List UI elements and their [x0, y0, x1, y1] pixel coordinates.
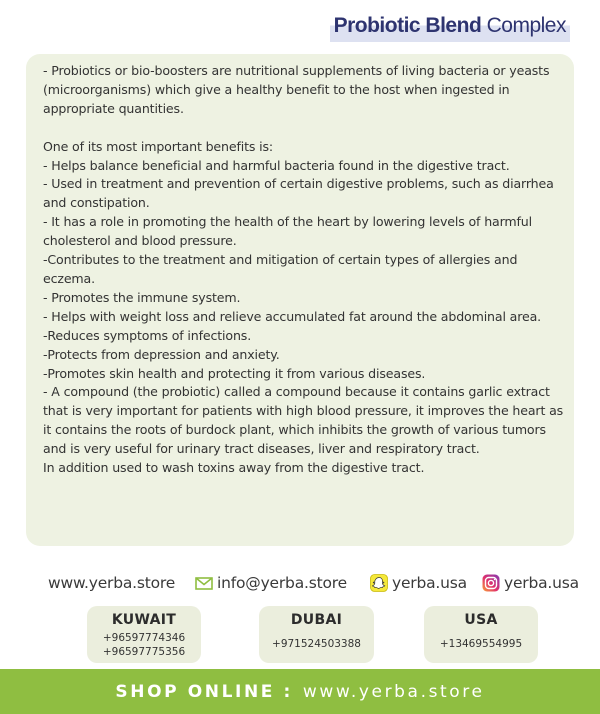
office-phone[interactable]: +971524503388	[272, 638, 361, 650]
title-light: Complex	[486, 14, 566, 37]
title-wrap	[330, 12, 570, 42]
shop-online-banner[interactable]	[0, 669, 600, 714]
description-panel	[26, 54, 574, 546]
office-phone[interactable]: +96597775356	[102, 646, 186, 658]
shop-online-url[interactable]: www.yerba.store	[302, 681, 485, 702]
snapchat-contact[interactable]	[370, 574, 482, 592]
office-dubai	[259, 606, 374, 663]
instagram-icon	[482, 574, 500, 592]
snapchat-handle[interactable]: yerba.usa	[392, 574, 467, 592]
offices-row	[0, 606, 600, 664]
description-text: - Probiotics or bio-boosters are nutritional supplements of living bacteria or yeasts (microorganisms) which give a healthy benefit to the host when ingested in appropriate quantities. One of its most important benefits is: - Helps balance beneficial and harmful bacteria found in the digestive tract. - Used in treatment and prevention of certain digestive problems, such as diarrhea and constipation. - It has a role in promoting the health of the heart by lowering levels of harmful cholesterol and blood pressure. -Contributes to the treatment and mitigation of certain types of allergies and eczema. - Promotes the immune system. - Helps with weight loss and relieve accumulated fat around the abdominal area. -Reduces symptoms of infections. -Protects from depression and anxiety. -Promotes skin health and protecting it from various diseases. - A compound (the probiotic) called a compound because it contains garlic extract that is very important for patients with high blood pressure, it improves the heart as it contains the roots of burdock plant, which inhibits the growth of various tumors and is very useful for urinary tract diseases, liver and respiratory tract. In addition used to wash toxins away from the digestive tract.	[43, 63, 564, 476]
website-link[interactable]: www.yerba.store	[48, 574, 176, 592]
title-bold: Probiotic Blend	[333, 14, 482, 37]
contacts-bar	[48, 570, 588, 596]
office-phone[interactable]: +96597774346	[102, 632, 186, 644]
snapchat-icon	[370, 574, 388, 592]
instagram-contact[interactable]	[482, 574, 579, 592]
instagram-handle[interactable]: yerba.usa	[504, 574, 579, 592]
website-contact[interactable]	[48, 574, 191, 592]
office-usa	[424, 606, 538, 663]
envelope-icon	[195, 577, 213, 590]
office-name: KUWAIT	[111, 612, 177, 628]
email-link[interactable]: info@yerba.store	[217, 574, 347, 592]
email-contact[interactable]	[195, 574, 370, 592]
office-name: DUBAI	[290, 612, 343, 628]
office-kuwait	[87, 606, 201, 663]
shop-online-label: SHOP ONLINE :	[115, 681, 293, 702]
office-name: USA	[464, 612, 498, 628]
office-phone[interactable]: +13469554995	[439, 638, 523, 650]
page-title	[330, 12, 570, 42]
